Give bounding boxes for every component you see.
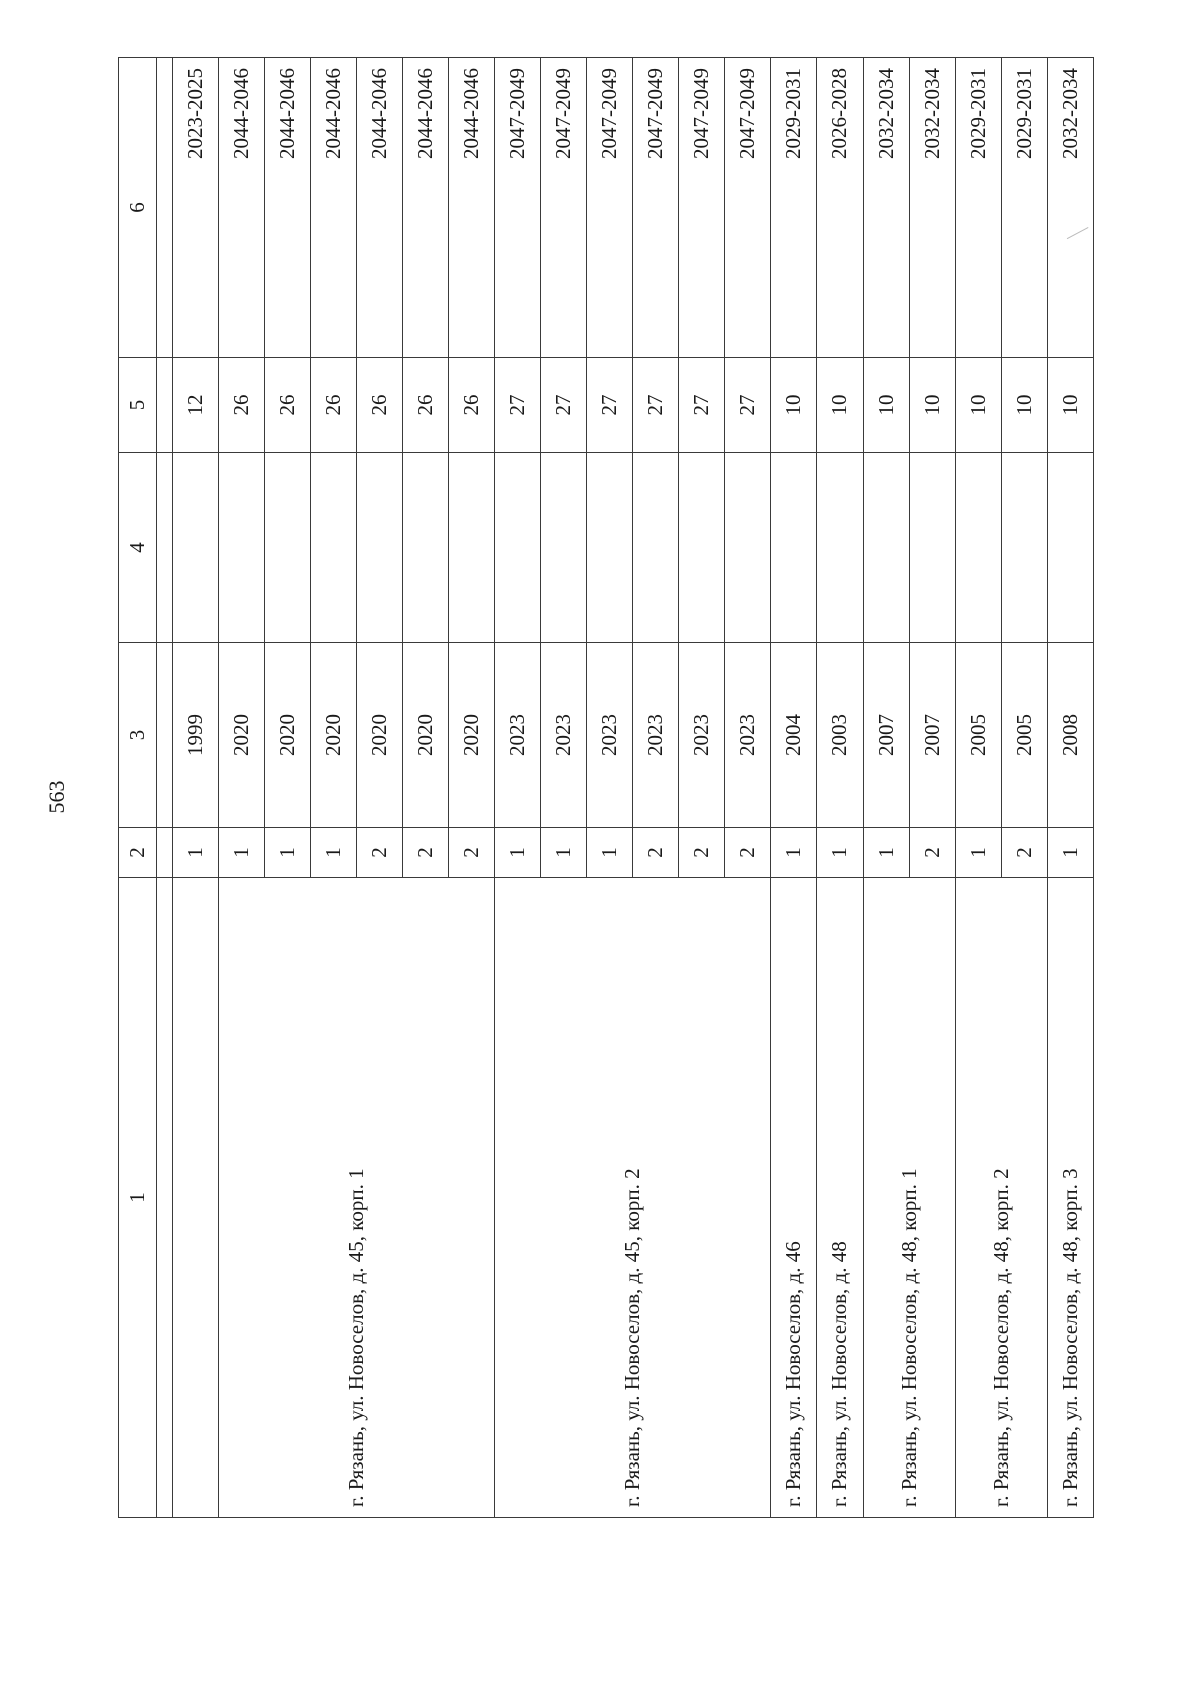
cell-c6: 2029-2031 [955, 58, 1001, 358]
cell-c4 [264, 453, 310, 643]
cell-c3: 2020 [218, 643, 264, 828]
cell-c3: 2004 [771, 643, 817, 828]
cell-c5: 26 [448, 358, 494, 453]
cell-c4 [863, 453, 909, 643]
rotated-table-container [118, 58, 1094, 1518]
cell-c5: 10 [1047, 358, 1093, 453]
cell-c4 [587, 453, 633, 643]
cell-c3: 2020 [402, 643, 448, 828]
cell-c2: 1 [817, 828, 863, 878]
cell-c6: 2047-2049 [725, 58, 771, 358]
cell-c3: 1999 [172, 643, 218, 828]
cell-c5: 26 [218, 358, 264, 453]
cell-c3: 2020 [310, 643, 356, 828]
address-cell: г. Рязань, ул. Новоселов, д. 48, корп. 3 [1047, 878, 1093, 1518]
address-cell: г. Рязань, ул. Новоселов, д. 45, корп. 1 [218, 878, 494, 1518]
cell-c2: 1 [771, 828, 817, 878]
cell-c2: 1 [495, 828, 541, 878]
cell-c2: 2 [402, 828, 448, 878]
cell-c5: 12 [172, 358, 218, 453]
cell-c6: 2023-2025 [172, 58, 218, 358]
cell-c5: 27 [679, 358, 725, 453]
cell-c4 [495, 453, 541, 643]
address-cell: г. Рязань, ул. Новоселов, д. 45, корп. 2 [495, 878, 771, 1518]
cell-c3: 2023 [587, 643, 633, 828]
column-header: 4 [119, 453, 157, 643]
cell-c3: 2005 [955, 643, 1001, 828]
cell-c4 [310, 453, 356, 643]
table-row [1047, 58, 1093, 1518]
cell-c5: 10 [771, 358, 817, 453]
cell-c6: 2047-2049 [495, 58, 541, 358]
cell-c6: 2047-2049 [541, 58, 587, 358]
address-cell: г. Рязань, ул. Новоселов, д. 48, корп. 2 [955, 878, 1047, 1518]
cell-c2: 1 [955, 828, 1001, 878]
cell-c3: 2023 [679, 643, 725, 828]
column-header: 3 [119, 643, 157, 828]
cell-c3: 2020 [448, 643, 494, 828]
cell-c5: 26 [264, 358, 310, 453]
cell-c5: 10 [863, 358, 909, 453]
cell-c5: 10 [817, 358, 863, 453]
cell-c5: 10 [955, 358, 1001, 453]
cell-c2: 1 [863, 828, 909, 878]
page-number: 563 [44, 780, 69, 814]
cell-c6: 2029-2031 [1001, 58, 1047, 358]
column-header: 2 [119, 828, 157, 878]
cell-c3: 2020 [356, 643, 402, 828]
cell-c4 [955, 453, 1001, 643]
spacer-cell [156, 828, 172, 878]
cell-c6: 2047-2049 [633, 58, 679, 358]
table-row [771, 58, 817, 1518]
cell-c4 [402, 453, 448, 643]
cell-c2: 2 [725, 828, 771, 878]
cell-c6: 2029-2031 [771, 58, 817, 358]
table-row [495, 58, 541, 1518]
cell-c2: 1 [1047, 828, 1093, 878]
cell-c4 [218, 453, 264, 643]
repair-schedule-table [118, 57, 1094, 1518]
cell-c2: 1 [264, 828, 310, 878]
cell-c5: 26 [402, 358, 448, 453]
cell-c4 [679, 453, 725, 643]
cell-c6: 2026-2028 [817, 58, 863, 358]
cell-c5: 27 [587, 358, 633, 453]
cell-c6: 2032-2034 [1047, 58, 1093, 358]
cell-c2: 2 [909, 828, 955, 878]
cell-c4 [817, 453, 863, 643]
address-cell: г. Рязань, ул. Новоселов, д. 46 [771, 878, 817, 1518]
cell-c3: 2003 [817, 643, 863, 828]
cell-c2: 2 [356, 828, 402, 878]
header-row [119, 58, 157, 1518]
cell-c5: 27 [495, 358, 541, 453]
cell-c2: 2 [633, 828, 679, 878]
cell-c6: 2044-2046 [264, 58, 310, 358]
cell-c3: 2020 [264, 643, 310, 828]
cell-c6: 2032-2034 [863, 58, 909, 358]
spacer-cell [156, 643, 172, 828]
spacer-row [156, 58, 172, 1518]
cell-c4 [356, 453, 402, 643]
cell-c5: 27 [633, 358, 679, 453]
table-row [218, 58, 264, 1518]
cell-c4 [172, 453, 218, 643]
spacer-cell [156, 878, 172, 1518]
cell-c4 [771, 453, 817, 643]
cell-c3: 2023 [725, 643, 771, 828]
cell-c6: 2047-2049 [587, 58, 633, 358]
cell-c4 [633, 453, 679, 643]
cell-c2: 1 [310, 828, 356, 878]
spacer-cell [156, 453, 172, 643]
cell-c6: 2047-2049 [679, 58, 725, 358]
cell-c4 [448, 453, 494, 643]
cell-c3: 2007 [863, 643, 909, 828]
cell-c2: 2 [448, 828, 494, 878]
spacer-cell [156, 358, 172, 453]
cell-c3: 2023 [541, 643, 587, 828]
cell-c4 [1001, 453, 1047, 643]
address-cell: г. Рязань, ул. Новоселов, д. 48, корп. 1 [863, 878, 955, 1518]
cell-c2: 1 [587, 828, 633, 878]
cell-c5: 27 [541, 358, 587, 453]
cell-c4 [1047, 453, 1093, 643]
cell-c4 [541, 453, 587, 643]
cell-c6: 2044-2046 [310, 58, 356, 358]
cell-c2: 1 [218, 828, 264, 878]
cell-c6: 2032-2034 [909, 58, 955, 358]
column-header: 1 [119, 878, 157, 1518]
cell-c2: 1 [172, 828, 218, 878]
table-row [863, 58, 909, 1518]
cell-c5: 10 [909, 358, 955, 453]
table-row [172, 58, 218, 1518]
table-row [817, 58, 863, 1518]
cell-c3: 2023 [495, 643, 541, 828]
column-header: 6 [119, 58, 157, 358]
address-cell [172, 878, 218, 1518]
cell-c2: 2 [1001, 828, 1047, 878]
cell-c6: 2044-2046 [448, 58, 494, 358]
cell-c5: 26 [356, 358, 402, 453]
address-cell: г. Рязань, ул. Новоселов, д. 48 [817, 878, 863, 1518]
table-body [119, 58, 1094, 1518]
cell-c4 [725, 453, 771, 643]
table-row [955, 58, 1001, 1518]
cell-c5: 26 [310, 358, 356, 453]
cell-c6: 2044-2046 [356, 58, 402, 358]
spacer-cell [156, 58, 172, 358]
cell-c4 [909, 453, 955, 643]
cell-c5: 27 [725, 358, 771, 453]
column-header: 5 [119, 358, 157, 453]
cell-c6: 2044-2046 [402, 58, 448, 358]
cell-c3: 2005 [1001, 643, 1047, 828]
cell-c2: 1 [541, 828, 587, 878]
cell-c6: 2044-2046 [218, 58, 264, 358]
cell-c2: 2 [679, 828, 725, 878]
cell-c3: 2007 [909, 643, 955, 828]
cell-c3: 2008 [1047, 643, 1093, 828]
cell-c3: 2023 [633, 643, 679, 828]
cell-c5: 10 [1001, 358, 1047, 453]
